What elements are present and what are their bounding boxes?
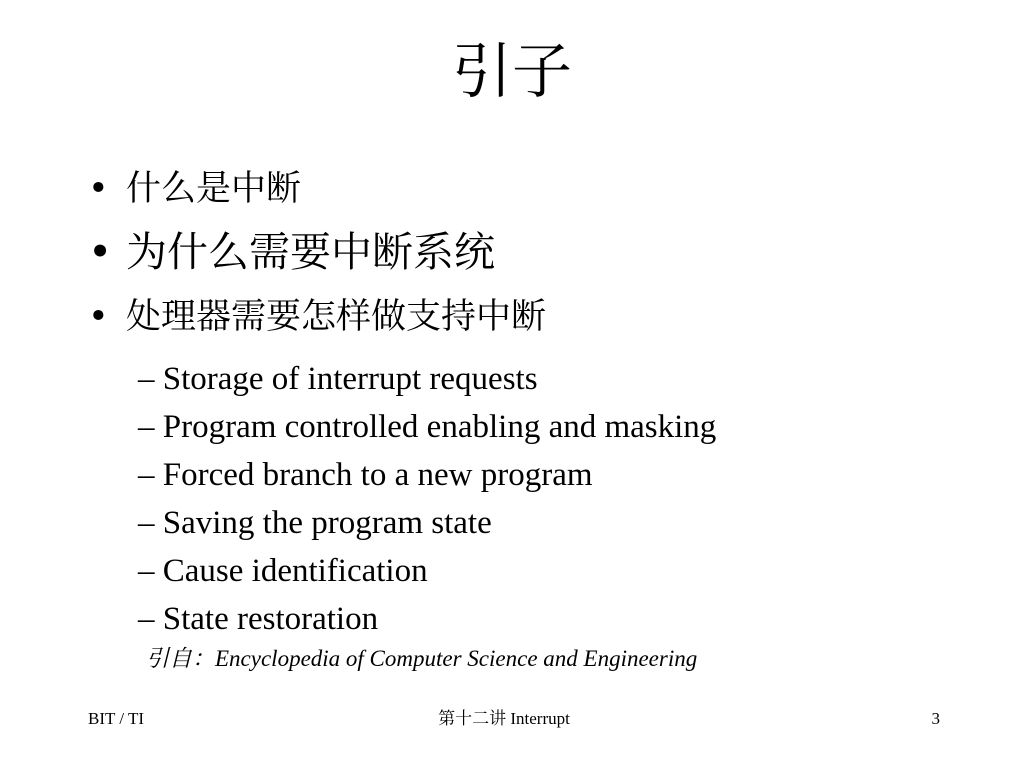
footer-center-text: 第十二讲 Interrupt [438, 709, 570, 728]
sub-item-state-restoration: – State restoration [138, 601, 379, 637]
sub-item-cause-identification: – Cause identification [138, 553, 428, 589]
page-number: 3 [931, 709, 940, 728]
slide-title: 引子 [452, 37, 572, 107]
sub-item-enabling-masking: – Program controlled enabling and masking [138, 409, 717, 445]
sub-item-storage: – Storage of interrupt requests [138, 361, 538, 397]
bullet-marker: • [88, 297, 109, 337]
citation: 引自：Encyclopedia of Computer Science and Engineering [146, 646, 698, 671]
bullet-marker: • [88, 169, 109, 209]
bullet-item-why-interrupt-system [88, 210, 988, 294]
sub-item-list [138, 355, 716, 643]
sub-item-forced-branch: – Forced branch to a new program [138, 457, 593, 493]
bullet-text: 什么是中断 [126, 169, 302, 209]
bullet-list [88, 160, 988, 346]
bullet-item-processor-support [88, 288, 988, 346]
bullet-marker: • [88, 228, 113, 276]
bullet-text: 为什么需要中断系统 [126, 228, 495, 276]
sub-item-saving-state: – Saving the program state [138, 505, 492, 541]
footer-left-text: BIT / TI [88, 709, 145, 728]
bullet-text: 处理器需要怎样做支持中断 [126, 297, 547, 337]
